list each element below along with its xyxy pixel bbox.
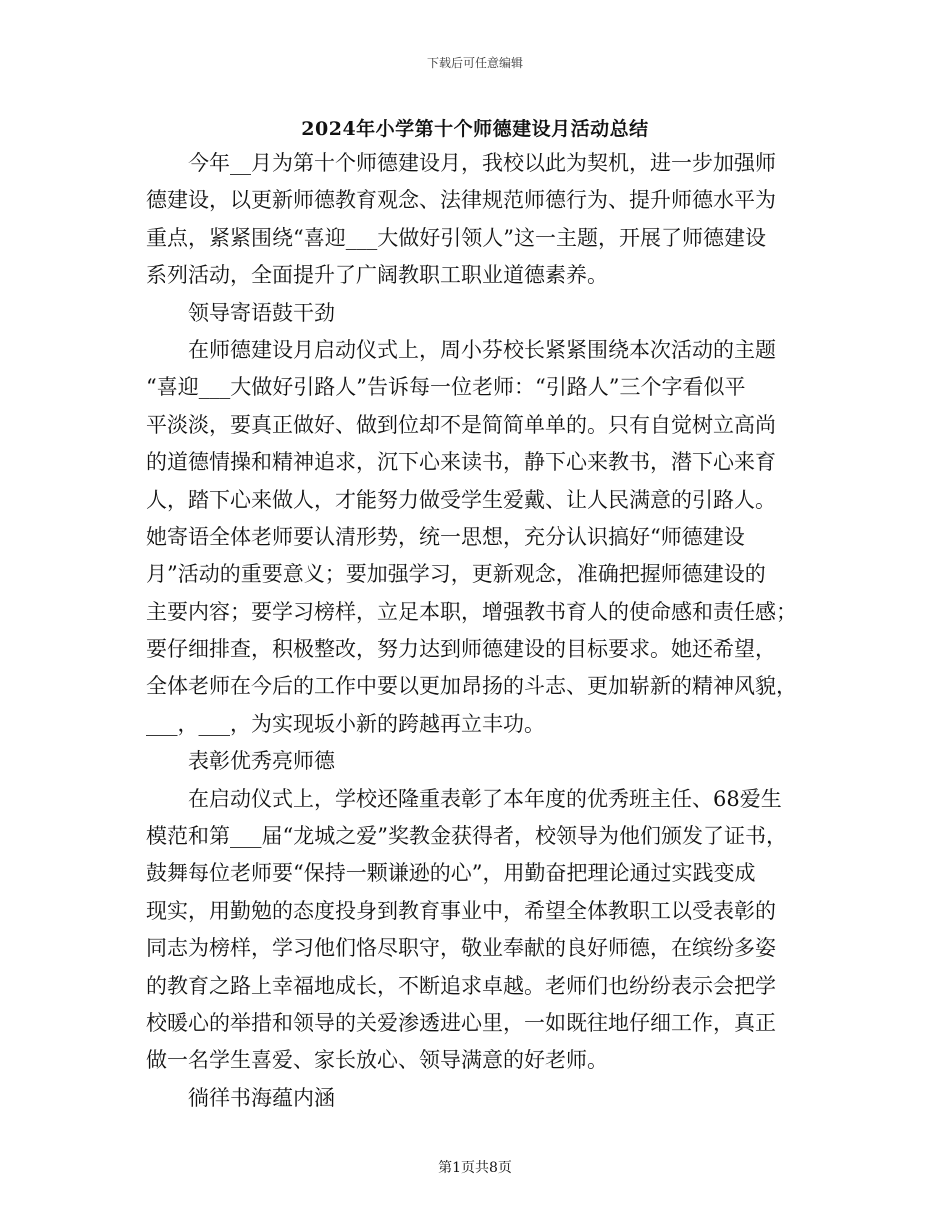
paragraph-line: 平淡淡，要真正做好、做到位却不是简简单单的。只有自觉树立高尚 [146, 412, 776, 437]
paragraph-line: 校暖心的举措和领导的关爱渗透进心里，一如既往地仔细工作，真正 [146, 1010, 776, 1035]
paragraph-line: 重点，紧紧围绕“喜迎___大做好引领人”这一主题，开展了师德建设 [146, 225, 766, 250]
document-title: 2024年小学第十个师德建设月活动总结 [301, 118, 649, 140]
paragraph-line: 在启动仪式上，学校还隆重表彰了本年度的优秀班主任、68爱生 [188, 786, 782, 811]
document-body [146, 145, 814, 1117]
paragraph-line: “喜迎___大做好引路人”告诉每一位老师：“引路人”三个字看似平 [146, 375, 746, 400]
paragraph-line: 人，踏下心来做人，才能努力做受学生爱戴、让人民满意的引路人。 [146, 487, 776, 512]
paragraph-line: 她寄语全体老师要认清形势，统一思想，充分认识搞好“师德建设 [146, 524, 745, 549]
paragraph-line: 的教育之路上幸福地成长，不断追求卓越。老师们也纷纷表示会把学 [146, 973, 776, 998]
section-heading: 表彰优秀亮师德 [188, 749, 335, 774]
paragraph-line: 系列活动，全面提升了广阔教职工职业道德素养。 [146, 263, 608, 288]
paragraph-line: 鼓舞每位老师要“保持一颗谦逊的心”，用勤奋把理论通过实践变成 [146, 861, 756, 886]
paragraph-line: 现实，用勤勉的态度投身到教育事业中，希望全体教职工以受表彰的 [146, 898, 776, 923]
paragraph-line: 要仔细排查，积极整改，努力达到师德建设的目标要求。她还希望， [146, 637, 776, 662]
section-heading: 领导寄语鼓干劲 [188, 300, 335, 325]
paragraph-line: 主要内容；要学习榜样，立足本职，增强教书育人的使命感和责任感； [146, 599, 797, 624]
paragraph-line: 今年__月为第十个师德建设月，我校以此为契机，进一步加强师 [188, 151, 776, 175]
paragraph-line: 德建设，以更新师德教育观念、法律规范师德行为、提升师德水平为 [146, 188, 776, 213]
paragraph-line: 全体老师在今后的工作中要以更加昂扬的斗志、更加崭新的精神风貌， [146, 674, 797, 699]
page-footer: 第1页共8页 [438, 1160, 512, 1176]
header-note: 下载后可任意编辑 [426, 56, 523, 70]
section-heading: 徜徉书海蕴内涵 [188, 1085, 335, 1110]
paragraph-line: 模范和第___届“龙城之爱”奖教金获得者，校领导为他们颁发了证书， [146, 824, 787, 849]
paragraph-line: 在师德建设月启动仪式上，周小芬校长紧紧围绕本次活动的主题 [188, 337, 776, 362]
paragraph-line: 做一名学生喜爱、家长放心、领导满意的好老师。 [146, 1048, 608, 1073]
paragraph-line: 的道德情操和精神追求，沉下心来读书，静下心来教书，潜下心来育 [146, 450, 776, 475]
paragraph-line: 月”活动的重要意义；要加强学习，更新观念，准确把握师德建设的 [146, 562, 766, 587]
paragraph-line: 同志为榜样，学习他们恪尽职守，敬业奉献的良好师德，在缤纷多姿 [146, 936, 776, 961]
paragraph-line: ___，___，为实现坂小新的跨越再立丰功。 [146, 711, 545, 736]
